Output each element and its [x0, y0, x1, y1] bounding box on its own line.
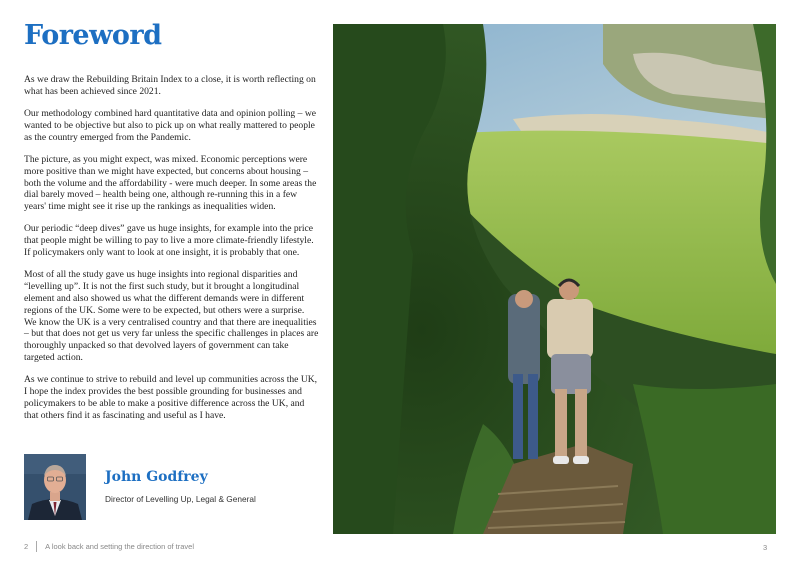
signature-block — [24, 454, 324, 520]
page-number-right: 3 — [763, 543, 768, 552]
signature-role: Director of Levelling Up, Legal & General — [105, 494, 256, 504]
paragraph: Most of all the study gave us huge insights into regional disparities and “levelling up”. It is not the first such study, but it brought a longitudinal element and also showed us what the different demands were in different regions of the UK. Some were to be expected, but others were a surprise. We know the UK is a very centralised country and that there are inequalities – but that does not get us very far unless the specific challenges in places are thoroughly unpacked so that devolved layers of government can take targeted action. — [24, 269, 319, 363]
paragraph: Our methodology combined hard quantitative data and opinion polling – we wanted to be objective but also to pick up on what really mattered to people as the country emerged from the Pandemic. — [24, 108, 317, 143]
landscape-photo — [333, 24, 776, 534]
paragraph: Our periodic “deep dives” gave us huge insights, for example into the price that people might be willing to pay to live a more climate-friendly lifestyle. If policymakers only want to look at one insight, it is probably that one. — [24, 223, 314, 259]
paragraph: The picture, as you might expect, was mixed. Economic perceptions were more positive than we might have expected, but concerns about housing – both the volume and the affordability - were much deeper. In some areas the dial barely moved – health being one, although re-running this in a few years' time might see it rise up the rankings as inequalities widen. — [24, 153, 317, 213]
foreword-column — [24, 18, 319, 432]
paragraph: As we continue to strive to rebuild and level up communities across the UK, I hope the index provides the best possible grounding for businesses and policymakers to be able to make a positive difference across the UK, and that others find it as fascinating and useful as I have. — [24, 374, 318, 421]
signature-name: John Godfrey — [105, 469, 208, 485]
page-number-left: 2 — [24, 542, 29, 551]
section-title: A look back and setting the direction of travel — [45, 542, 195, 551]
portrait-photo — [24, 454, 86, 520]
footer-divider — [36, 541, 37, 552]
page-title: Foreword — [24, 20, 162, 51]
paragraph: As we draw the Rebuilding Britain Index to a close, it is worth reflecting on what has been achieved since 2021. — [24, 74, 316, 97]
footer-left — [24, 541, 194, 552]
